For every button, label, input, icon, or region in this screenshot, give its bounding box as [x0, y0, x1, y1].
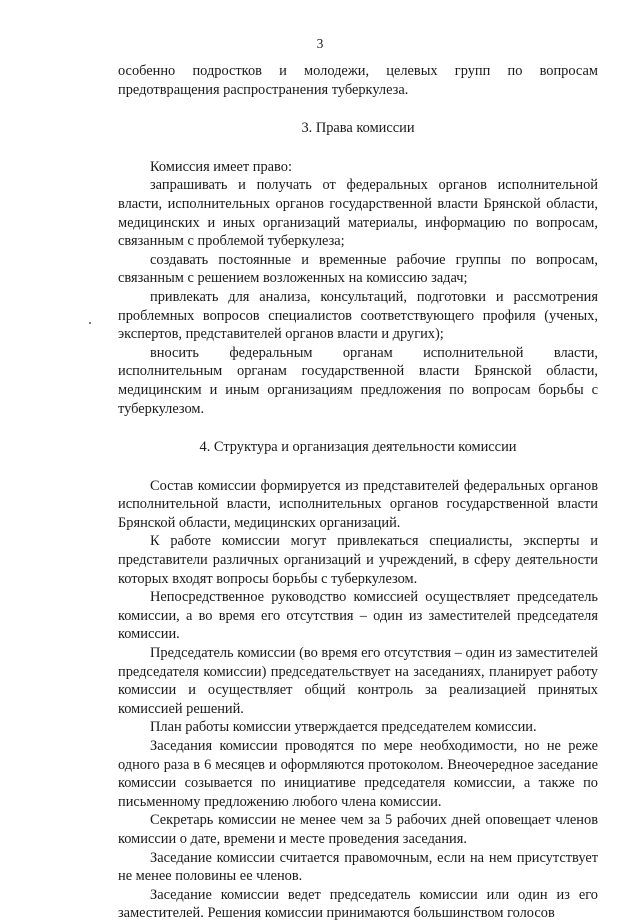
section-4-heading: 4. Структура и организация деятельности комиссии [199, 439, 517, 456]
section-4-paragraph: План работы комиссии утверждается председателем комиссии. [150, 719, 537, 736]
scan-speck [89, 322, 91, 324]
section-4-paragraph: Заседание комиссии ведет председатель комиссии или один из его заместителей. Решения комиссии принимаются большинством голосов [118, 886, 598, 922]
section-4-paragraph: К работе комиссии могут привлекаться специалисты, эксперты и представители различных организаций и учреждений, в сферу деятельности которых входят вопросы борьбы с туберкулезом. [118, 533, 598, 587]
section-4-paragraph: Председатель комиссии (во время его отсутствия – один из заместителей председателя комиссии) председательствует на заседаниях, планирует работу комиссии и осуществляет общий контроль за реализацией принятых комиссией решений. [118, 645, 598, 717]
section-4-paragraph: Заседание комиссии считается правомочным, если на нем присутствует не менее половины ее членов. [118, 849, 598, 885]
section-4-paragraph: Состав комиссии формируется из представителей федеральных органов исполнительной власти, исполнительных органов государственной власти Брянской области, медицинских организаций. [118, 477, 598, 531]
document-body [118, 62, 598, 923]
section-3-heading: 3. Права комиссии [301, 120, 415, 137]
section-4-paragraph: Заседания комиссии проводятся по мере необходимости, но не реже одного раза в 6 месяцев и оформляются протоколом. Внеочередное заседание комиссии созывается по инициативе председателя комиссии, а также по письменному предложению любого члена комиссии. [118, 738, 598, 810]
section-4-paragraph: Непосредственное руководство комиссией осуществляет председатель комиссии, а во время его отсутствия – один из заместителей председателя комиссии. [118, 589, 598, 643]
section-3-item: вносить федеральным органам исполнительной власти, исполнительным органам государственной власти Брянской области, медицинским и иным организациям предложения по вопросам борьбы с туберкулезом. [118, 344, 598, 417]
section-3-item: запрашивать и получать от федеральных органов исполнительной власти, исполнительных органов государственной власти Брянской области, медицинских и иных организаций материалы, информацию по вопросам, связанным с проблемой туберкулеза; [118, 177, 598, 250]
section-4-paragraph: Секретарь комиссии не менее чем за 5 рабочих дней оповещает членов комиссии о дате, времени и месте проведения заседания. [118, 812, 598, 847]
section-3-item: привлекать для анализа, консультаций, подготовки и рассмотрения проблемных вопросов специалистов соответствующего профиля (ученых, экспертов, представителей органов власти и других); [118, 288, 598, 343]
page-number: 3 [316, 36, 324, 51]
section-3-intro: Комиссия имеет право: [150, 158, 292, 175]
continuation-paragraph: особенно подростков и молодежи, целевых групп по вопросам предотвращения распространения туберкулеза. [118, 63, 598, 98]
section-3-item: создавать постоянные и временные рабочие группы по вопросам, связанным с решением возложенных на комиссию задач; [118, 251, 598, 287]
